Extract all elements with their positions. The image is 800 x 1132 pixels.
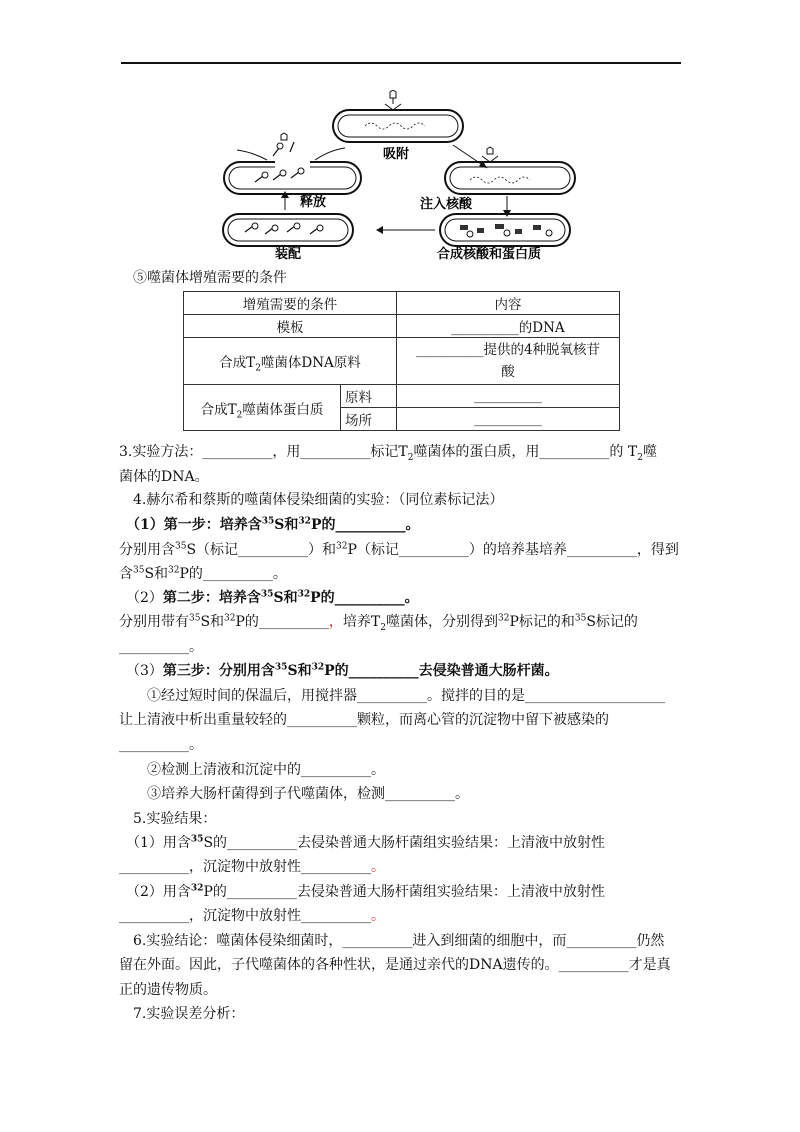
line-step1-desc-2: 含$^{35}$S和$^{32}$P的__________。 xyxy=(119,565,287,582)
label-inject: 注入核酸 xyxy=(420,197,473,212)
line-step2-desc: 分别用带有$^{35}$S和$^{32}$P的__________，培养$T_2$噬菌体，分别得到$^{32}$P标记的和$^{35}$S标记的 xyxy=(119,613,638,633)
table-row2-content: __________提供的4种脱氧核苷 酸 xyxy=(397,338,620,385)
line-conclusion-2: 留在外面。因此，子代噬菌体的各种性状，是通过亲代的DNA遗传的。__________才是真 xyxy=(119,957,671,973)
line-method-2: 菌体的DNA。 xyxy=(119,469,209,485)
line-step3: （3）第三步：分别用含$^{35}$S和$^{32}$P的__________去侵染普通大肠杆菌。 xyxy=(126,662,559,679)
line-step3-c: __________。 xyxy=(119,737,203,753)
table-row2-condition: 合成$T_2$噬菌体DNA原料 xyxy=(184,338,397,385)
label-synthesis: 合成核酸和蛋白质 xyxy=(437,247,542,262)
line-error-analysis: 7.实验误差分析： xyxy=(133,1006,245,1022)
line-step3-d: ②检测上清液和沉淀中的__________。 xyxy=(147,762,385,778)
table-row3-sub1: 原料 xyxy=(341,385,397,408)
line-step1-desc: 分别用含$^{35}$S（标记__________）和$^{32}$P（标记__________）的培养基培养__________，得到 xyxy=(119,541,679,558)
section5-heading: ⑤噬菌体增殖需要的条件 xyxy=(133,270,287,286)
table-header-content: 内容 xyxy=(397,292,620,315)
line-step2: （2）第二步：培养含$^{35}$S和$^{32}$P的__________。 xyxy=(126,589,419,606)
line-step3-e: ③培养大肠杆菌得到子代噬菌体，检测__________。 xyxy=(147,786,469,802)
header-rule xyxy=(121,62,681,64)
cell-inject xyxy=(445,147,575,194)
line-step3-a: ①经过短时间的保温后，用搅拌器__________。搅拌的目的是____________________ xyxy=(147,688,665,704)
line-result2-b: __________，沉淀物中放射性__________。 xyxy=(119,908,385,924)
line-experiment-title: 4.赫尔希和蔡斯的噬菌体侵染细菌的实验：（同位素标记法） xyxy=(133,492,504,508)
cell-release xyxy=(224,133,361,194)
label-assembly: 装配 xyxy=(275,247,302,262)
label-release: 释放 xyxy=(300,195,327,210)
line-result1-b: __________，沉淀物中放射性__________。 xyxy=(119,859,385,875)
table-header-condition: 增殖需要的条件 xyxy=(184,292,397,315)
label-adsorption: 吸附 xyxy=(383,147,410,162)
cell-adsorption xyxy=(333,90,463,142)
table-row3-sub2: 场所 xyxy=(341,408,397,431)
table-row3-sub1-content: __________ xyxy=(397,385,620,408)
table-row3-condition: 合成$T_2$噬菌体蛋白质 xyxy=(184,385,341,431)
cell-synthesis xyxy=(440,214,570,246)
phage-life-cycle-diagram xyxy=(215,90,585,265)
table-row1-content: __________的DNA xyxy=(397,315,620,338)
line-step2-desc-2: __________。 xyxy=(119,639,203,655)
table-row3-sub2-content: __________ xyxy=(397,408,620,431)
line-result1: （1）用含$^{35}$S的__________去侵染普通大肠杆菌组实验结果：上清液中放射性 xyxy=(126,834,606,851)
table-row1-condition: 模板 xyxy=(184,315,397,338)
cell-assembly xyxy=(223,214,353,246)
line-conclusion: 6.实验结论：噬菌体侵染细菌时，__________进入到细菌的细胞中，而__________仍然 xyxy=(133,933,665,949)
line-method: 3.实验方法：__________，用__________标记$T_2$噬菌体的蛋白质，用__________的 $T_2$噬 xyxy=(119,444,657,463)
line-result2: （2）用含$^{32}$P的__________去侵染普通大肠杆菌组实验结果：上清液中放射性 xyxy=(126,883,605,900)
line-step1: （1）第一步：培养含$^{35}$S和$^{32}$P的__________。 xyxy=(126,516,420,533)
conditions-table xyxy=(183,291,620,431)
line-conclusion-3: 正的遗传物质。 xyxy=(119,982,217,998)
line-results-title: 5.实验结果： xyxy=(133,811,217,827)
line-step3-b: 让上清液中析出重量较轻的__________颗粒，而离心管的沉淀物中留下被感染的 xyxy=(119,712,609,728)
